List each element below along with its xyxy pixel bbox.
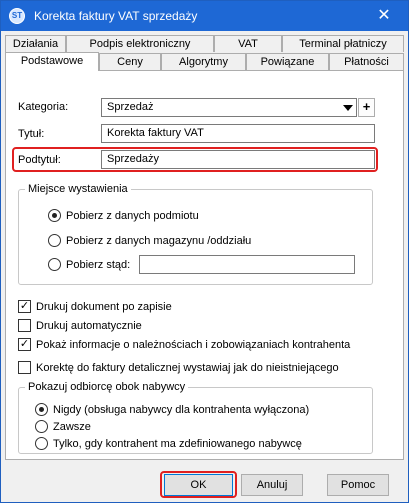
podtytul-label: Podtytuł: xyxy=(18,154,61,166)
radio-odbiorca-tylko-gdy-label: Tylko, gdy kontrahent ma zdefiniowanego nabywcę xyxy=(53,438,302,450)
tab-terminal-platniczy[interactable]: Terminal płatniczy xyxy=(282,35,404,52)
radio-pobierz-stad[interactable] xyxy=(48,258,61,271)
radio-pobierz-magazynu[interactable] xyxy=(48,234,61,247)
cancel-button[interactable]: Anuluj xyxy=(241,474,303,496)
title-bar[interactable] xyxy=(1,1,408,31)
tab-platnosci[interactable]: Płatności xyxy=(329,53,404,70)
app-logo-icon: ST xyxy=(9,8,25,24)
miejsce-wystawienia-title: Miejsce wystawienia xyxy=(25,183,131,195)
button-bar xyxy=(1,465,408,502)
tab-algorytmy[interactable]: Algorytmy xyxy=(161,53,246,70)
podtytul-input[interactable]: Sprzedaży xyxy=(101,150,375,169)
radio-odbiorca-nigdy-label: Nigdy (obsługa nabywcy dla kontrahenta wyłączona) xyxy=(53,404,310,416)
radio-pobierz-podmiotu[interactable] xyxy=(48,209,61,222)
radio-odbiorca-zawsze[interactable] xyxy=(35,420,48,433)
tab-dzialania[interactable]: Działania xyxy=(5,35,66,52)
radio-odbiorca-nigdy[interactable] xyxy=(35,403,48,416)
checkbox-korekta-detaliczna-label: Korektę do faktury detalicznej wystawiaj jak do nieistniejącego xyxy=(36,362,339,374)
tab-vat[interactable]: VAT xyxy=(214,35,282,52)
checkbox-pokaz-naleznosci[interactable]: ✓ xyxy=(19,338,30,350)
checkbox-drukuj-po-zapisie-label: Drukuj dokument po zapisie xyxy=(36,301,172,313)
checkbox-drukuj-automatycznie[interactable] xyxy=(18,319,31,332)
radio-odbiorca-tylko-gdy[interactable] xyxy=(35,437,48,450)
radio-pobierz-podmiotu-label: Pobierz z danych podmiotu xyxy=(66,210,199,222)
window-title: Korekta faktury VAT sprzedaży xyxy=(34,9,198,23)
tab-podpis-elektroniczny[interactable]: Podpis elektroniczny xyxy=(66,35,214,52)
checkbox-drukuj-automatycznie-label: Drukuj automatycznie xyxy=(36,320,142,332)
tab-ceny[interactable]: Ceny xyxy=(99,53,161,70)
tab-podstawowe[interactable]: Podstawowe xyxy=(5,52,99,71)
kategoria-label: Kategoria: xyxy=(18,101,69,113)
kategoria-combo[interactable] xyxy=(101,98,357,117)
close-button[interactable]: ✕ xyxy=(377,7,391,24)
tab-panel-podstawowe xyxy=(5,70,404,460)
checkbox-pokaz-naleznosci-label: Pokaż informacje o należnościach i zobowiązaniach kontrahenta xyxy=(36,339,351,351)
tytul-label: Tytuł: xyxy=(18,128,45,140)
ok-button[interactable]: OK xyxy=(164,474,233,496)
chevron-down-icon[interactable] xyxy=(342,102,353,113)
checkbox-drukuj-po-zapisie[interactable]: ✓ xyxy=(19,300,30,312)
add-kategoria-button[interactable]: + xyxy=(358,98,375,117)
tab-powiazane[interactable]: Powiązane xyxy=(246,53,329,70)
radio-pobierz-stad-label: Pobierz stąd: xyxy=(66,259,131,271)
tytul-input[interactable]: Korekta faktury VAT xyxy=(101,124,375,143)
radio-odbiorca-zawsze-label: Zawsze xyxy=(53,421,91,433)
pokazuj-odbiorce-title: Pokazuj odbiorcę obok nabywcy xyxy=(25,381,188,393)
radio-pobierz-magazynu-label: Pobierz z danych magazynu /oddziału xyxy=(66,235,252,247)
checkbox-korekta-detaliczna[interactable] xyxy=(18,361,31,374)
pobierz-stad-input[interactable] xyxy=(139,255,355,274)
kategoria-value: Sprzedaż xyxy=(107,101,154,113)
help-button[interactable]: Pomoc xyxy=(327,474,389,496)
